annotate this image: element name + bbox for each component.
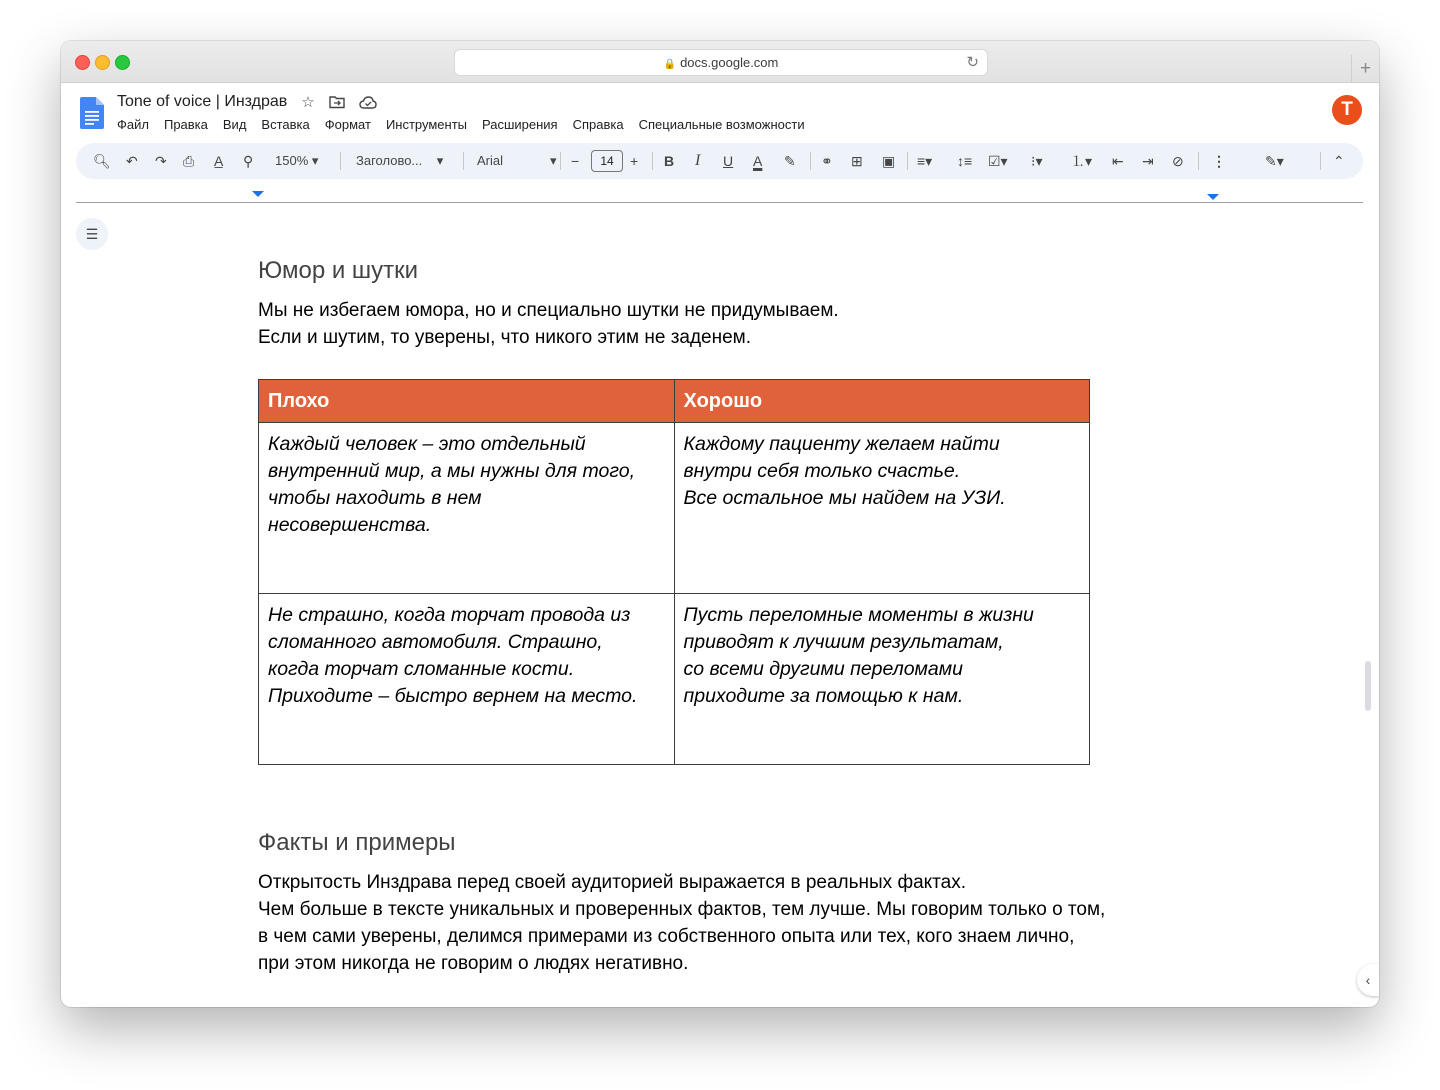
decrease-font-size-icon[interactable]: −	[571, 153, 580, 169]
search-menus-icon[interactable]: 🔍︎	[93, 153, 111, 169]
bulleted-list-icon[interactable]: ⁝▾	[1031, 153, 1043, 169]
numbered-list-icon[interactable]: ⒈▾	[1071, 153, 1093, 169]
google-docs-logo-icon[interactable]	[80, 97, 104, 129]
minimize-window-button[interactable]	[95, 55, 110, 70]
chevron-down-icon: ▾	[549, 153, 557, 168]
insert-image-icon[interactable]: ▣	[882, 153, 896, 169]
text-line: приводят к лучшим результатам,	[683, 631, 1004, 653]
add-comment-icon[interactable]: ⊞	[851, 153, 863, 169]
text-line: Все остальное мы найдем на УЗИ.	[683, 487, 1006, 509]
text-line: Открытость Инздрава перед своей аудиторией выражается в реальных фактах.	[258, 872, 967, 893]
text-line: со всеми другими переломами	[683, 658, 963, 680]
formatting-toolbar	[76, 143, 1363, 179]
toolbar-divider	[907, 152, 908, 170]
menu-format[interactable]: Формат	[324, 117, 371, 132]
menu-tools[interactable]: Инструменты	[385, 117, 467, 132]
italic-icon[interactable]: I	[695, 152, 701, 169]
toolbar-divider	[560, 152, 561, 170]
docs-menubar	[117, 117, 820, 132]
undo-icon[interactable]: ↶	[126, 153, 138, 169]
paragraph-humor[interactable]	[258, 297, 839, 351]
text-line: при этом никогда не говорим о людях негативно.	[258, 953, 689, 974]
text-line: несовершенства.	[268, 514, 432, 536]
table-row	[259, 594, 1090, 765]
paint-format-icon[interactable]: ⚲	[243, 153, 254, 169]
align-icon[interactable]: ≡▾	[917, 153, 933, 169]
examples-table[interactable]	[258, 379, 1090, 765]
left-indent-marker[interactable]	[252, 191, 264, 197]
increase-indent-icon[interactable]: ⇥	[1142, 153, 1154, 169]
table-cell-good[interactable]	[674, 423, 1090, 594]
menu-extensions[interactable]: Расширения	[482, 117, 558, 132]
star-icon[interactable]: ☆	[301, 94, 315, 111]
zoom-select[interactable]	[275, 143, 318, 179]
text-line: в чем сами уверены, делимся примерами из собственного опыта или тех, кого знаем лично,	[258, 926, 1075, 947]
header-bad[interactable]: Плохо	[259, 380, 675, 423]
menu-edit[interactable]: Правка	[163, 117, 208, 132]
table-row	[259, 423, 1090, 594]
document-title[interactable]: Tone of voice | Инздрав	[117, 93, 288, 110]
text-line: Мы не избегаем юмора, но и специально шутки не придумываем.	[258, 300, 839, 321]
zoom-value: 150%	[275, 153, 309, 168]
text-line: приходите за помощью к нам.	[683, 685, 964, 707]
address-bar[interactable]	[454, 49, 988, 76]
text-line: когда торчат сломанные кости.	[268, 658, 575, 680]
print-icon[interactable]: ⎙	[183, 153, 195, 169]
menu-file[interactable]: Файл	[117, 117, 149, 132]
close-window-button[interactable]	[75, 55, 90, 70]
text-color-icon[interactable]: A	[753, 153, 763, 169]
header-good[interactable]: Хорошо	[674, 380, 1090, 423]
lock-icon: 🔒	[663, 59, 677, 70]
toolbar-divider	[1320, 152, 1321, 170]
chevron-down-icon: ▾	[311, 153, 319, 168]
paragraph-style-select[interactable]	[356, 143, 443, 179]
toolbar-divider	[1198, 152, 1199, 170]
text-line: Каждому пациенту желаем найти	[683, 433, 1000, 455]
heading-facts[interactable]: Факты и примеры	[258, 829, 456, 856]
table-cell-bad[interactable]	[259, 423, 675, 594]
insert-link-icon[interactable]: ⚭	[821, 153, 833, 169]
redo-icon[interactable]: ↷	[155, 153, 167, 169]
underline-icon[interactable]: U	[723, 153, 734, 169]
text-line: Каждый человек – это отдельный	[268, 433, 586, 455]
text-line: Если и шутим, то уверены, что никого этим не заденем.	[258, 327, 752, 348]
text-line: чтобы находить в нем	[268, 487, 482, 509]
table-header-row	[259, 380, 1090, 423]
text-line: внутри себя только счастье.	[683, 460, 961, 482]
clear-formatting-icon[interactable]: ⊘	[1172, 153, 1184, 169]
new-tab-button[interactable]: +	[1351, 55, 1379, 82]
font-value: Arial	[477, 153, 504, 168]
spellcheck-icon[interactable]: A̲	[214, 153, 224, 169]
table-cell-bad[interactable]	[259, 594, 675, 765]
toolbar-divider	[652, 152, 653, 170]
menu-view[interactable]: Вид	[222, 117, 247, 132]
ruler	[76, 202, 1363, 203]
vertical-scrollbar-thumb[interactable]	[1365, 661, 1371, 711]
editing-mode-icon[interactable]: ✎▾	[1265, 153, 1284, 169]
paragraph-facts[interactable]	[258, 869, 1105, 977]
toolbar-divider	[810, 152, 811, 170]
paragraph-style-value: Заголово...	[356, 153, 423, 168]
chevron-down-icon: ▾	[436, 153, 444, 168]
browser-window	[61, 41, 1379, 1007]
text-line: Пусть переломные моменты в жизни	[683, 604, 1034, 626]
text-line: Чем больше в тексте уникальных и проверенных фактов, тем лучше. Мы говорим только о том,	[258, 899, 1106, 920]
right-indent-marker[interactable]	[1207, 194, 1219, 200]
menu-insert[interactable]: Вставка	[261, 117, 310, 132]
browser-titlebar	[61, 41, 1379, 83]
text-line: Приходите – быстро вернем на место.	[268, 685, 638, 707]
hide-menus-chevron-up-icon[interactable]: ⌃	[1333, 153, 1345, 169]
document-title-row	[117, 93, 377, 111]
zoom-window-button[interactable]	[115, 55, 130, 70]
checklist-icon[interactable]: ☑▾	[988, 153, 1008, 169]
bold-icon[interactable]: B	[664, 153, 675, 169]
side-panel-chevron-left-icon[interactable]: ‹	[1357, 964, 1379, 996]
url-text: docs.google.com	[680, 55, 779, 70]
font-select[interactable]	[477, 143, 557, 179]
line-spacing-icon[interactable]: ↕≡	[957, 153, 973, 169]
menu-help[interactable]: Справка	[572, 117, 624, 132]
cloud-saved-icon[interactable]	[359, 96, 377, 109]
toolbar-divider	[340, 152, 341, 170]
more-options-icon[interactable]: ⋮	[1212, 153, 1226, 169]
increase-font-size-icon[interactable]: +	[630, 153, 639, 169]
font-size-input[interactable]: 14	[591, 150, 623, 172]
menu-accessibility[interactable]: Специальные возможности	[638, 117, 805, 132]
text-line: внутренний мир, а мы нужны для того,	[268, 460, 635, 482]
decrease-indent-icon[interactable]: ⇤	[1112, 153, 1124, 169]
table-cell-good[interactable]	[674, 594, 1090, 765]
highlight-color-icon[interactable]: ✎	[784, 153, 796, 169]
text-line: Не страшно, когда торчат провода из	[268, 604, 631, 626]
toolbar-divider	[463, 152, 464, 170]
reload-icon[interactable]: ↻	[966, 54, 979, 71]
move-folder-icon[interactable]	[329, 95, 345, 109]
heading-humor[interactable]: Юмор и шутки	[258, 257, 419, 284]
document-outline-icon[interactable]: ☰	[76, 218, 108, 250]
user-avatar[interactable]: T	[1332, 95, 1362, 125]
text-line: сломанного автомобиля. Страшно,	[268, 631, 603, 653]
